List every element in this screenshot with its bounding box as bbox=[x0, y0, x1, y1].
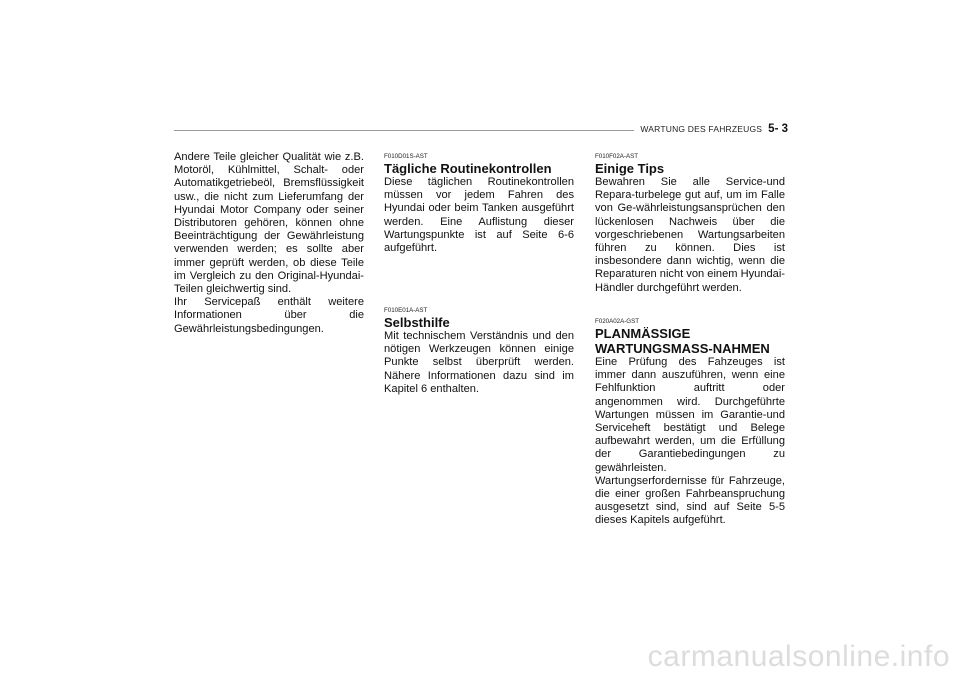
section-daily-checks bbox=[384, 153, 574, 255]
header-rule bbox=[174, 130, 634, 131]
section-code: F020A02A-GST bbox=[595, 318, 640, 325]
page-header bbox=[640, 123, 788, 135]
section-heading: PLANMÄSSIGE WARTUNGSMASS-NAHMEN bbox=[595, 326, 770, 356]
section-code: F010E01A-AST bbox=[384, 307, 428, 314]
section-text: Bewahren Sie alle Service-und Repara-turbelege gut auf, um im Falle von Ge-währleistungsansprüchen den lückenlosen Nachweis über die vorgeschriebenen Wartungsarbeiten führen zu können. Dies ist insbesondere dann wichtig, wenn die Reparaturen nicht von einem Hyundai-Händler durchgeführt werden. bbox=[595, 176, 785, 294]
section-title: WARTUNG DES FAHRZEUGS bbox=[640, 124, 763, 134]
column-right bbox=[595, 153, 785, 527]
section-tips bbox=[595, 153, 785, 295]
warranty-paragraph: Andere Teile gleicher Qualität wie z.B. Motoröl, Kühlmittel, Schalt- oder Automatikgetriebeöl, Bremsflüssigkeit usw., die nicht zum Lieferumfang der Hyundai Motor Company oder seiner Distributoren gehören, können ohne Beeinträchtigung der Gewährleistung verwenden werden; es sollte aber immer geprüft werden, ob diese Teile im Vergleich zu den Original-Hyundai-Teilen gleichwertig sind. Ihr Servicepaß enthält weitere Informationen über die Gewährleistungsbedingungen. bbox=[174, 151, 364, 335]
section-code: F010D01S-AST bbox=[384, 153, 428, 160]
section-scheduled-maintenance bbox=[595, 318, 785, 528]
section-heading: Selbsthilfe bbox=[384, 315, 450, 330]
column-left bbox=[174, 151, 364, 336]
section-heading: Einige Tips bbox=[595, 161, 665, 176]
section-text: Mit technischem Verständnis und den nötigen Werkzeugen können einige Punkte selbst überprüft werden. Nähere Informationen dazu sind im Kapitel 6 enthalten. bbox=[384, 330, 574, 395]
section-text: Diese täglichen Routinekontrollen müssen vor jedem Fahren des Hyundai oder beim Tanken ausgeführt werden. Eine Auflistung dieser Wartungspunkte ist auf Seite 6-6 aufgeführt. bbox=[384, 176, 574, 255]
column-middle bbox=[384, 153, 574, 395]
section-heading: Tägliche Routinekontrollen bbox=[384, 161, 552, 176]
page-number: 5- 3 bbox=[768, 123, 788, 135]
section-self-help bbox=[384, 307, 574, 396]
section-code: F010F02A-AST bbox=[595, 153, 638, 160]
section-text: Eine Prüfung des Fahzeuges ist immer dann auszuführen, wenn eine Fehlfunktion auftritt oder angenommen wird. Durchgeführte Wartungen müssen im Garantie-und Serviceheft bestätigt und Belege aufbewahrt werden, um die Erfüllung der Garantiebedingungen zu gewährleisten. Wartungserfordernisse für Fahrzeuge, die einer großen Fahrbeanspruchung ausgesetzt sind, sind auf Seite 5-5 dieses Kapitels aufgeführt. bbox=[595, 356, 785, 527]
watermark: carmanualsonline.info bbox=[647, 640, 950, 673]
